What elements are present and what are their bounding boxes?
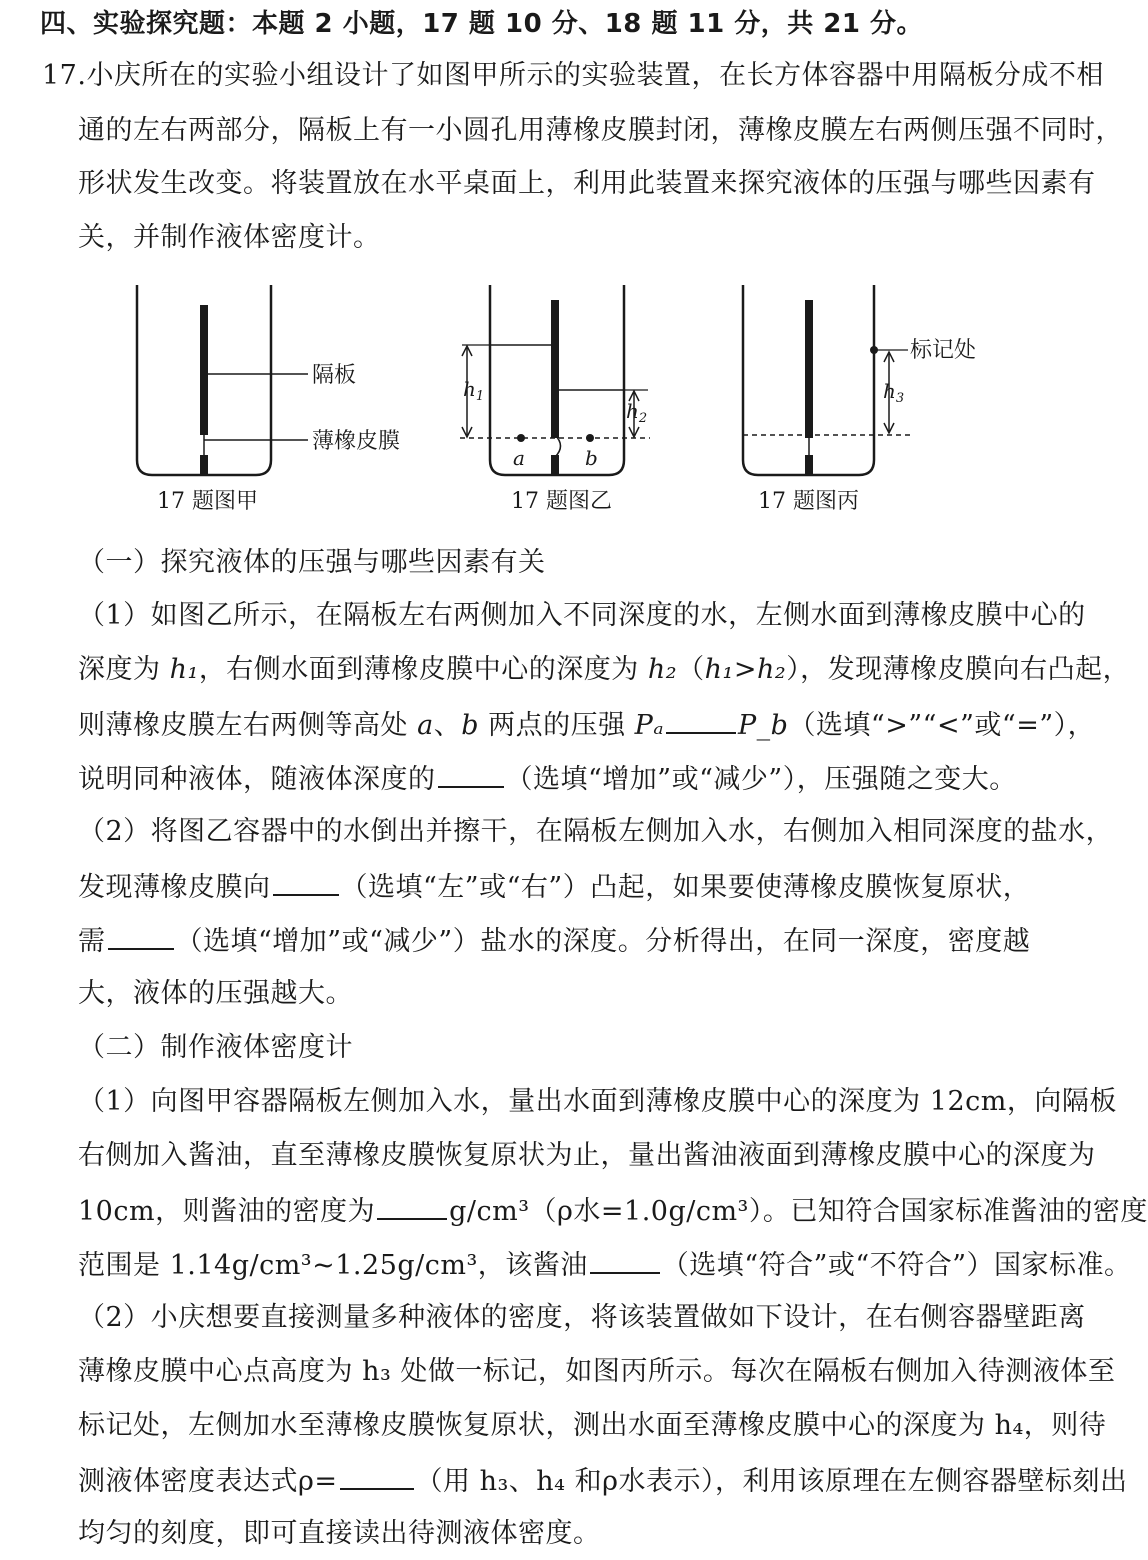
label-partition: 隔板 bbox=[312, 363, 357, 388]
part1-q1-line-4: 说明同种液体，随液体深度的 （选填“增加”或“减少”），压强随之变大。 bbox=[78, 760, 1017, 798]
var-pa: Pₐ bbox=[634, 710, 664, 741]
label-b: b bbox=[585, 446, 598, 470]
partition-lower-yi bbox=[551, 455, 559, 475]
part1-q2-line-3: 需 （选填“增加”或“减少”）盐水的深度。分析得出，在同一深度，密度越 bbox=[78, 922, 1030, 960]
answer-blank-2[interactable] bbox=[438, 760, 504, 788]
part2-q2-line-3: 标记处，左侧加水至薄橡皮膜恢复原状，测出水面至薄橡皮膜中心的深度为 h₄，则待 bbox=[78, 1410, 1107, 1441]
answer-blank-5[interactable] bbox=[377, 1192, 447, 1220]
part1-q2-line-2: 发现薄橡皮膜向 （选填“左”或“右”）凸起，如果要使薄橡皮膜恢复原状， bbox=[78, 868, 1030, 906]
question-17-line-1: 17.小庆所在的实验小组设计了如图甲所示的实验装置，在长方体容器中用隔板分成不相 bbox=[42, 60, 1104, 91]
question-17-line-4: 关，并制作液体密度计。 bbox=[78, 222, 381, 253]
var-pb: P_b bbox=[737, 710, 789, 741]
figure-yi bbox=[460, 285, 650, 514]
question-17-line-2: 通的左右两部分，隔板上有一小圆孔用薄橡皮膜封闭，薄橡皮膜左右两侧压强不同时， bbox=[78, 115, 1123, 146]
part2-q1-line-2: 右侧加入酱油，直至薄橡皮膜恢复原状为止，量出酱油液面到薄橡皮膜中心的深度为 bbox=[78, 1140, 1096, 1171]
answer-blank-6[interactable] bbox=[590, 1246, 660, 1274]
answer-blank-1[interactable] bbox=[666, 706, 736, 734]
answer-blank-4[interactable] bbox=[108, 922, 174, 950]
section-title: 四、实验探究题：本题 2 小题，17 题 10 分、18 题 11 分，共 21 分。 bbox=[40, 9, 924, 39]
part2-q2-line-1: （2）小庆想要直接测量多种液体的密度，将该装置做如下设计，在右侧容器壁距离 bbox=[78, 1302, 1086, 1333]
caption-bing: 17 题图丙 bbox=[758, 489, 859, 514]
point-a bbox=[517, 434, 525, 442]
part2-q1-line-4: 范围是 1.14g/cm³~1.25g/cm³，该酱油 （选填“符合”或“不符合”）国家标准。 bbox=[78, 1246, 1132, 1284]
point-b bbox=[586, 434, 594, 442]
label-a: a bbox=[513, 446, 525, 470]
answer-blank-7[interactable] bbox=[340, 1462, 414, 1490]
partition-lower-jia bbox=[200, 455, 208, 475]
part1-q1-line-2: 深度为 h₁，右侧水面到薄橡皮膜中心的深度为 h₂（h₁>h₂），发现薄橡皮膜向右凸起， bbox=[78, 654, 1131, 685]
caption-yi: 17 题图乙 bbox=[511, 489, 612, 514]
figures-17 bbox=[0, 270, 1080, 530]
part2-q2-line-2: 薄橡皮膜中心点高度为 h₃ 处做一标记，如图丙所示。每次在隔板右侧加入待测液体至 bbox=[78, 1356, 1116, 1387]
partition-upper-jia bbox=[200, 305, 208, 435]
figures-svg bbox=[0, 270, 1080, 530]
figure-bing bbox=[743, 285, 976, 514]
label-mark: 标记处 bbox=[910, 338, 977, 363]
label-h1: $h_1$ bbox=[463, 377, 485, 404]
part2-q2-line-4: 测液体密度表达式ρ= （用 h₃、h₄ 和ρ水表示），利用该原理在左侧容器壁标刻出 bbox=[78, 1462, 1127, 1500]
part2-q1-line-3: 10cm，则酱油的密度为 g/cm³（ρ水=1.0g/cm³）。已知符合国家标准酱油的密度 bbox=[78, 1192, 1148, 1230]
var-h1: h₁ bbox=[169, 654, 199, 685]
label-membrane: 薄橡皮膜 bbox=[312, 429, 401, 454]
part2-q1-line-1: （1）向图甲容器隔板左侧加入水，量出水面到薄橡皮膜中心的深度为 12cm，向隔板 bbox=[78, 1086, 1117, 1117]
part1-q2-line-4: 大，液体的压强越大。 bbox=[78, 978, 353, 1009]
part1-q1-line-3: 则薄橡皮膜左右两侧等高处 a、b 两点的压强 Pₐ P_b（选填“>”“<”或“=”）， bbox=[78, 706, 1095, 744]
partition-upper-yi bbox=[551, 300, 559, 438]
partition-upper-bing bbox=[805, 300, 813, 438]
label-h3: $h_3$ bbox=[883, 379, 905, 406]
part1-q1-line-1: （1）如图乙所示，在隔板左右两侧加入不同深度的水，左侧水面到薄橡皮膜中心的 bbox=[78, 600, 1086, 631]
part2-title: （二）制作液体密度计 bbox=[78, 1032, 353, 1063]
partition-lower-bing bbox=[805, 455, 813, 475]
caption-jia: 17 题图甲 bbox=[157, 489, 258, 514]
part1-title: （一）探究液体的压强与哪些因素有关 bbox=[78, 547, 546, 578]
figure-jia bbox=[137, 285, 400, 514]
answer-blank-3[interactable] bbox=[273, 868, 339, 896]
var-h2: h₂ bbox=[647, 654, 678, 685]
part2-q2-line-5: 均匀的刻度，即可直接读出待测液体密度。 bbox=[78, 1518, 601, 1549]
question-17-line-3: 形状发生改变。将装置放在水平桌面上，利用此装置来探究液体的压强与哪些因素有 bbox=[78, 168, 1096, 199]
part1-q2-line-1: （2）将图乙容器中的水倒出并擦干，在隔板左侧加入水，右侧加入相同深度的盐水， bbox=[78, 816, 1114, 847]
var-h1-gt-h2: h₁>h₂ bbox=[704, 654, 787, 685]
label-h2: $h_2$ bbox=[626, 399, 648, 426]
